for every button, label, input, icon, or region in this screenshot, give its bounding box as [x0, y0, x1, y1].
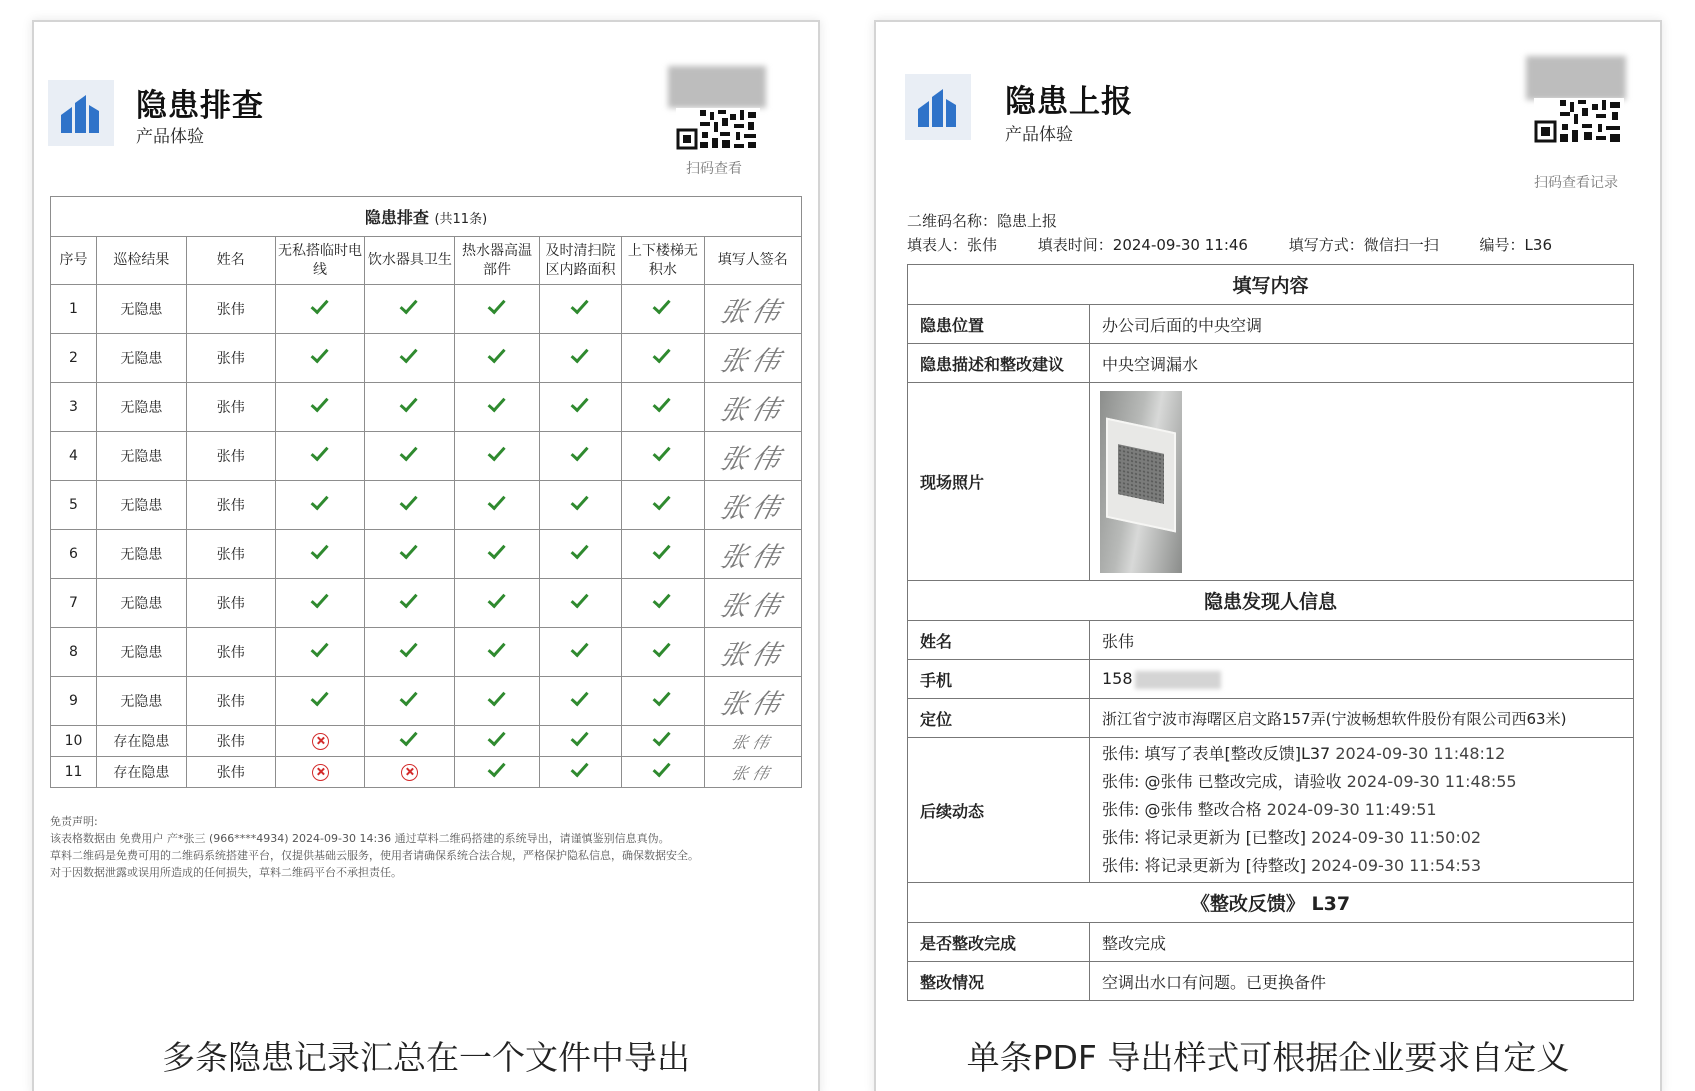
row-signature: [704, 334, 801, 383]
name-label: 姓名: [908, 621, 1090, 660]
checkmark-icon: [653, 728, 671, 747]
doc-subtitle: 产品体验: [136, 127, 204, 147]
site-photo[interactable]: [1100, 391, 1182, 573]
follow-label: 后续动态: [908, 738, 1090, 883]
signature-image: 张伟: [716, 443, 788, 475]
col-header-signature: 填写人签名: [704, 237, 801, 285]
locate-value: 浙江省宁波市海曙区启文路157弄(宁波畅想软件股份有限公司西63米): [1090, 699, 1634, 738]
follow-entry: 张伟: 填写了表单[整改反馈]L37 2024-09-30 11:48:12: [1102, 744, 1506, 763]
row-number: 5: [51, 481, 97, 530]
checkmark-icon: [310, 639, 328, 658]
row-name: 张伟: [186, 628, 275, 677]
table-row: [51, 383, 802, 432]
checkmark-icon: [571, 759, 589, 778]
check-pass-cell: [622, 726, 704, 757]
row-name: 张伟: [186, 334, 275, 383]
row-result: 无隐患: [96, 481, 186, 530]
signature-image: 张伟: [716, 296, 788, 328]
check-pass-cell: [455, 757, 540, 788]
row-signature: [704, 757, 801, 788]
checkmark-icon: [400, 492, 418, 511]
checkmark-icon: [571, 590, 589, 609]
fill-method: 填写方式：微信扫一扫: [1288, 236, 1439, 254]
checkmark-icon: [310, 394, 328, 413]
qr-name: 二维码名称：隐患上报: [907, 212, 1058, 230]
check-pass-cell: [455, 726, 540, 757]
row-number: 1: [51, 285, 97, 334]
check-pass-cell: [622, 628, 704, 677]
checkmark-icon: [310, 443, 328, 462]
row-number: 7: [51, 579, 97, 628]
right-banner-caption: 单条PDF 导出样式可根据企业要求自定义: [966, 1038, 1570, 1077]
checkmark-icon: [487, 394, 505, 413]
checkmark-icon: [653, 590, 671, 609]
checkmark-icon: [310, 541, 328, 560]
checkmark-icon: [653, 688, 671, 707]
check-pass-cell: [365, 628, 455, 677]
follow-entry: 张伟: @张伟 已整改完成，请验收 2024-09-30 11:48:55: [1102, 772, 1517, 791]
check-pass-cell: [539, 628, 621, 677]
table-row: [51, 628, 802, 677]
phone-cell: [1090, 660, 1634, 699]
cross-circle-icon: [401, 764, 418, 781]
report-form-table: [907, 264, 1634, 1001]
col-header-wires: 无私搭临时电线: [275, 237, 365, 285]
signature-image: 张伟: [716, 590, 788, 622]
section-rectify-feedback: 《整改反馈》 L37: [908, 883, 1634, 923]
check-pass-cell: [365, 383, 455, 432]
table-row: [51, 530, 802, 579]
row-signature: [704, 383, 801, 432]
checkmark-icon: [487, 728, 505, 747]
description-value: 中央空调漏水: [1090, 344, 1634, 383]
check-pass-cell: [455, 530, 540, 579]
row-result: 存在隐患: [96, 726, 186, 757]
checkmark-icon: [653, 759, 671, 778]
row-result: 无隐患: [96, 628, 186, 677]
check-pass-cell: [539, 334, 621, 383]
check-pass-cell: [539, 285, 621, 334]
row-name: 张伟: [186, 530, 275, 579]
checkmark-icon: [571, 345, 589, 364]
row-signature: [704, 726, 801, 757]
checkmark-icon: [571, 394, 589, 413]
checkmark-icon: [487, 639, 505, 658]
checkmark-icon: [571, 541, 589, 560]
location-value: 办公司后面的中央空调: [1090, 305, 1634, 344]
row-result: 存在隐患: [96, 757, 186, 788]
col-header-heater: 热水器高温部件: [455, 237, 540, 285]
table-row: [51, 757, 802, 788]
row-name: 张伟: [186, 383, 275, 432]
check-pass-cell: [622, 757, 704, 788]
check-pass-cell: [275, 334, 365, 383]
disclaimer-line: 草料二维码是免费可用的二维码系统搭建平台，仅提供基础云服务，使用者请确保系统合法合规，严格保护隐私信息，确保数据安全。: [50, 849, 699, 862]
table-row: [51, 677, 802, 726]
doc-subtitle: 产品体验: [1005, 125, 1073, 145]
checkmark-icon: [571, 443, 589, 462]
section-finder-info: 隐患发现人信息: [908, 581, 1634, 621]
doc-title: 隐患上报: [1005, 84, 1133, 120]
row-name: 张伟: [186, 677, 275, 726]
signature-image: 张伟: [716, 394, 788, 426]
row-number: 2: [51, 334, 97, 383]
table-row: [51, 481, 802, 530]
status-value: 空调出水口有问题。已更换备件: [1090, 962, 1634, 1001]
qr-caption: 扫码查看记录: [1534, 175, 1618, 191]
row-number: 9: [51, 677, 97, 726]
check-pass-cell: [622, 530, 704, 579]
table-row: [51, 432, 802, 481]
photo-cell: [1090, 383, 1634, 581]
row-number: 10: [51, 726, 97, 757]
checkmark-icon: [400, 639, 418, 658]
row-signature: [704, 530, 801, 579]
check-fail-cell: [275, 757, 365, 788]
checkmark-icon: [653, 296, 671, 315]
name-value: 张伟: [1090, 621, 1634, 660]
check-pass-cell: [275, 677, 365, 726]
check-pass-cell: [455, 481, 540, 530]
inspection-table: [50, 196, 802, 788]
description-label: 隐患描述和整改建议: [908, 344, 1090, 383]
hazard-report-page: [874, 20, 1662, 1091]
checkmark-icon: [400, 394, 418, 413]
row-result: 无隐患: [96, 677, 186, 726]
app-logo: [48, 80, 114, 146]
phone-redacted: [1135, 671, 1221, 689]
check-pass-cell: [539, 579, 621, 628]
signature-image: 张伟: [729, 732, 776, 752]
row-name: 张伟: [186, 285, 275, 334]
table-title: 隐患排查: [364, 208, 429, 227]
check-pass-cell: [365, 677, 455, 726]
checkmark-icon: [310, 296, 328, 315]
location-label: 隐患位置: [908, 305, 1090, 344]
row-result: 无隐患: [96, 579, 186, 628]
follow-entry: 张伟: @张伟 整改合格 2024-09-30 11:49:51: [1102, 800, 1437, 819]
check-pass-cell: [539, 677, 621, 726]
checkmark-icon: [310, 688, 328, 707]
row-signature: [704, 677, 801, 726]
check-pass-cell: [275, 383, 365, 432]
phone-label: 手机: [908, 660, 1090, 699]
signature-image: 张伟: [716, 345, 788, 377]
row-signature: [704, 432, 801, 481]
col-header-stairs: 上下楼梯无积水: [622, 237, 704, 285]
row-signature: [704, 285, 801, 334]
qr-code[interactable]: [668, 66, 766, 177]
check-pass-cell: [622, 432, 704, 481]
check-fail-cell: [275, 726, 365, 757]
row-number: 6: [51, 530, 97, 579]
check-fail-cell: [365, 757, 455, 788]
checkmark-icon: [310, 492, 328, 511]
col-header-water-dispenser: 饮水器具卫生: [365, 237, 455, 285]
row-signature: [704, 481, 801, 530]
row-result: 无隐患: [96, 334, 186, 383]
check-pass-cell: [275, 432, 365, 481]
inspection-summary-page: [32, 20, 820, 1091]
checkmark-icon: [571, 492, 589, 511]
check-pass-cell: [622, 677, 704, 726]
row-result: 无隐患: [96, 285, 186, 334]
checkmark-icon: [310, 345, 328, 364]
check-pass-cell: [365, 481, 455, 530]
check-pass-cell: [365, 432, 455, 481]
signature-image: 张伟: [716, 688, 788, 720]
row-result: 无隐患: [96, 383, 186, 432]
checkmark-icon: [571, 728, 589, 747]
checkmark-icon: [571, 639, 589, 658]
checkmark-icon: [487, 759, 505, 778]
doc-title: 隐患排查: [136, 88, 264, 124]
check-pass-cell: [455, 334, 540, 383]
signature-image: 张伟: [716, 492, 788, 524]
fill-time: 填表时间：2024-09-30 11:46: [1037, 236, 1248, 254]
row-number: 8: [51, 628, 97, 677]
checkmark-icon: [400, 296, 418, 315]
check-pass-cell: [455, 432, 540, 481]
checkmark-icon: [487, 590, 505, 609]
qr-caption: 扫码查看: [686, 161, 742, 177]
col-header-no: 序号: [51, 237, 97, 285]
signature-image: 张伟: [716, 639, 788, 671]
checkmark-icon: [400, 590, 418, 609]
disclaimer-line: 对于因数据泄露或误用所造成的任何损失，草料二维码平台不承担责任。: [50, 866, 402, 879]
check-pass-cell: [455, 677, 540, 726]
signature-image: 张伟: [716, 541, 788, 573]
follow-entry: 张伟: 将记录更新为 [待整改] 2024-09-30 11:54:53: [1102, 856, 1482, 875]
table-row: [51, 579, 802, 628]
checkmark-icon: [487, 492, 505, 511]
row-name: 张伟: [186, 757, 275, 788]
row-number: 4: [51, 432, 97, 481]
table-caption: [51, 197, 802, 237]
follow-entry: 张伟: 将记录更新为 [已整改] 2024-09-30 11:50:02: [1102, 828, 1482, 847]
disclaimer-line: 免责声明:: [50, 815, 98, 828]
check-pass-cell: [622, 383, 704, 432]
checkmark-icon: [487, 345, 505, 364]
check-pass-cell: [622, 334, 704, 383]
checkmark-icon: [400, 541, 418, 560]
checkmark-icon: [487, 688, 505, 707]
signature-image: 张伟: [729, 763, 776, 783]
check-pass-cell: [455, 285, 540, 334]
disclaimer-line: 该表格数据由 免费用户 产*张三 (966****4934) 2024-09-30 14:36 通过草料二维码搭建的系统导出，请谨慎鉴别信息真伪。: [50, 832, 670, 845]
check-pass-cell: [455, 579, 540, 628]
qr-code[interactable]: [1526, 56, 1626, 191]
check-pass-cell: [365, 334, 455, 383]
check-pass-cell: [365, 726, 455, 757]
row-result: 无隐患: [96, 432, 186, 481]
row-number: 11: [51, 757, 97, 788]
done-label: 是否整改完成: [908, 923, 1090, 962]
app-logo: [905, 74, 971, 140]
col-header-road-sweep: 及时清扫院区内路面积: [539, 237, 621, 285]
check-pass-cell: [365, 530, 455, 579]
photo-label: 现场照片: [908, 383, 1090, 581]
building-icon: [59, 93, 103, 133]
check-pass-cell: [539, 383, 621, 432]
col-header-name: 姓名: [186, 237, 275, 285]
check-pass-cell: [275, 579, 365, 628]
check-pass-cell: [622, 285, 704, 334]
cross-circle-icon: [312, 733, 329, 750]
follow-log: [1090, 738, 1634, 883]
check-pass-cell: [539, 530, 621, 579]
checkmark-icon: [400, 688, 418, 707]
qr-code-icon: [676, 108, 760, 150]
checkmark-icon: [487, 541, 505, 560]
table-row: [51, 285, 802, 334]
check-pass-cell: [275, 628, 365, 677]
table-row: [51, 334, 802, 383]
done-value: 整改完成: [1090, 923, 1634, 962]
checkmark-icon: [400, 443, 418, 462]
row-signature: [704, 579, 801, 628]
col-header-result: 巡检结果: [96, 237, 186, 285]
check-pass-cell: [275, 481, 365, 530]
table-row: [51, 726, 802, 757]
check-pass-cell: [539, 726, 621, 757]
check-pass-cell: [365, 579, 455, 628]
row-name: 张伟: [186, 579, 275, 628]
serial-number: 编号：L36: [1479, 236, 1552, 254]
filler: 填表人：张伟: [907, 236, 998, 254]
phone-value: 158: [1102, 669, 1133, 689]
row-name: 张伟: [186, 481, 275, 530]
row-signature: [704, 628, 801, 677]
checkmark-icon: [653, 541, 671, 560]
checkmark-icon: [571, 296, 589, 315]
fill-meta: [907, 234, 1588, 255]
checkmark-icon: [571, 688, 589, 707]
left-banner-caption: 多条隐患记录汇总在一个文件中导出: [162, 1038, 690, 1077]
checkmark-icon: [400, 345, 418, 364]
check-pass-cell: [455, 383, 540, 432]
check-pass-cell: [622, 579, 704, 628]
check-pass-cell: [539, 432, 621, 481]
check-pass-cell: [622, 481, 704, 530]
check-pass-cell: [539, 757, 621, 788]
qr-code-icon: [1534, 98, 1624, 144]
checkmark-icon: [653, 443, 671, 462]
table-count: (共11条): [434, 212, 488, 227]
checkmark-icon: [653, 492, 671, 511]
checkmark-icon: [653, 345, 671, 364]
cross-circle-icon: [312, 764, 329, 781]
status-label: 整改情况: [908, 962, 1090, 1001]
check-pass-cell: [275, 530, 365, 579]
row-number: 3: [51, 383, 97, 432]
checkmark-icon: [653, 394, 671, 413]
checkmark-icon: [487, 443, 505, 462]
check-pass-cell: [275, 285, 365, 334]
checkmark-icon: [653, 639, 671, 658]
section-fill-content: 填写内容: [908, 265, 1634, 305]
checkmark-icon: [310, 590, 328, 609]
checkmark-icon: [400, 728, 418, 747]
checkmark-icon: [487, 296, 505, 315]
building-icon: [916, 87, 960, 127]
disclaimer: [50, 813, 810, 881]
row-name: 张伟: [186, 726, 275, 757]
check-pass-cell: [365, 285, 455, 334]
check-pass-cell: [455, 628, 540, 677]
locate-label: 定位: [908, 699, 1090, 738]
row-name: 张伟: [186, 432, 275, 481]
row-result: 无隐患: [96, 530, 186, 579]
check-pass-cell: [539, 481, 621, 530]
